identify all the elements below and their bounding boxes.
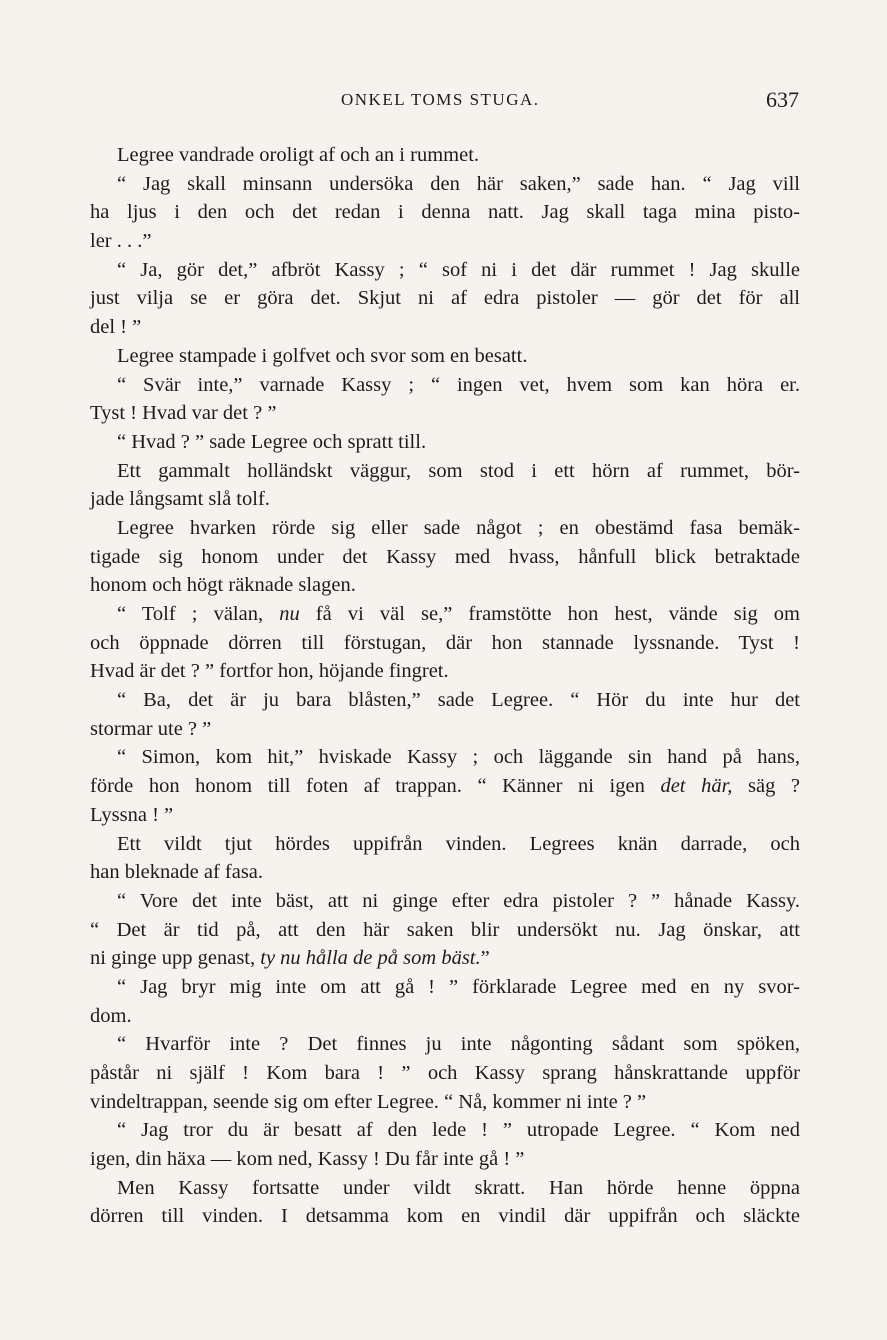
text-line: och öppnade dörren till förstugan, där hon stannade lyssnande. Tyst ! xyxy=(90,631,800,654)
text-line: Hvad är det ? ” fortfor hon, höjande fingret. xyxy=(90,660,449,683)
text-line xyxy=(90,600,800,629)
text-line: dom. xyxy=(90,1004,132,1027)
italic-text: ty nu hålla de på som bäst. xyxy=(260,947,481,970)
text-line: Tyst ! Hvad var det ? ” xyxy=(90,402,277,425)
italic-text: det här, xyxy=(660,775,733,798)
italic-text: nu xyxy=(279,603,300,625)
text-line: Legree stampade i golfvet och svor som en besatt. xyxy=(117,344,528,367)
text-run: “ Tolf ; välan, xyxy=(117,603,280,625)
text-run: säg ? xyxy=(732,775,800,798)
text-line xyxy=(90,944,800,973)
text-line: “ Vore det inte bäst, att ni ginge efter edra pistoler ? ” hånade Kassy. xyxy=(117,889,800,912)
text-line: Legree hvarken rörde sig eller sade något ; en obestämd fasa bemäk- xyxy=(117,516,800,539)
text-line: ler . . .” xyxy=(90,230,152,253)
text-line: “ Jag tror du är besatt af den lede ! ” utropade Legree. “ Kom ned xyxy=(117,1119,800,1142)
page-number: 637 xyxy=(766,87,799,112)
text-line: “ Hvad ? ” sade Legree och spratt till. xyxy=(117,430,427,453)
text-line: “ Hvarför inte ? Det finnes ju inte någonting sådant som spöken, xyxy=(117,1033,800,1056)
text-line xyxy=(90,772,800,801)
text-line: stormar ute ? ” xyxy=(90,717,212,740)
text-line: dörren till vinden. I detsamma kom en vindil där uppifrån och släckte xyxy=(90,1205,800,1228)
text-line: “ Jag bryr mig inte om att gå ! ” förklarade Legree med en ny svor- xyxy=(117,975,800,998)
text-run: få vi väl se,” framstötte hon hest, vände sig om xyxy=(299,603,800,625)
text-line: jade långsamt slå tolf. xyxy=(90,488,270,511)
text-line: Legree vandrade oroligt af och an i rummet. xyxy=(117,144,480,166)
text-line: igen, din häxa — kom ned, Kassy ! Du får inte gå ! ” xyxy=(90,1148,525,1171)
text-line: Lyssna ! ” xyxy=(90,803,174,826)
text-line: påstår ni själf ! Kom bara ! ” och Kassy sprang hånskrattande uppför xyxy=(90,1062,800,1084)
text-line: ha ljus i den och det redan i denna natt. Jag skall taga mina pisto- xyxy=(90,201,800,224)
text-run: ni ginge upp genast, xyxy=(90,947,261,970)
text-line: “ Jag skall minsann undersöka den här saken,” sade han. “ Jag vill xyxy=(117,172,800,195)
text-line: “ Det är tid på, att den här saken blir undersökt nu. Jag önskar, att xyxy=(90,918,800,941)
text-line: han bleknade af fasa. xyxy=(90,861,264,884)
text-line: Ett gammalt holländskt väggur, som stod i ett hörn af rummet, bör- xyxy=(117,459,800,482)
text-line: tigade sig honom under det Kassy med hvass, hånfull blick betraktade xyxy=(90,545,800,568)
text-line: vindeltrappan, seende sig om efter Legree. “ Nå, kommer ni inte ? ” xyxy=(90,1090,647,1113)
text-line: “ Svär inte,” varnade Kassy ; “ ingen vet, hvem som kan höra er. xyxy=(117,373,800,396)
text-line: “ Ja, gör det,” afbröt Kassy ; “ sof ni i det där rummet ! Jag skulle xyxy=(117,258,800,281)
text-line: just vilja se er göra det. Skjut ni af edra pistoler — gör det för all xyxy=(90,287,800,310)
text-line: honom och högt räknade slagen. xyxy=(90,574,356,597)
text-run: förde hon honom till foten af trappan. “ Känner ni igen xyxy=(90,775,661,798)
page-header xyxy=(0,87,887,120)
text-line: “ Ba, det är ju bara blåsten,” sade Legree. “ Hör du inte hur det xyxy=(117,689,800,712)
text-run: ” xyxy=(480,947,490,970)
text-line: Ett vildt tjut hördes uppifrån vinden. Legrees knän darrade, och xyxy=(117,832,800,855)
body-text xyxy=(90,141,800,1231)
text-line: Men Kassy fortsatte under vildt skratt. Han hörde henne öppna xyxy=(117,1176,800,1199)
text-line: “ Simon, kom hit,” hviskade Kassy ; och läggande sin hand på hans, xyxy=(117,746,800,769)
text-line: del ! ” xyxy=(90,316,142,339)
running-title: ONKEL TOMS STUGA. xyxy=(341,90,540,109)
